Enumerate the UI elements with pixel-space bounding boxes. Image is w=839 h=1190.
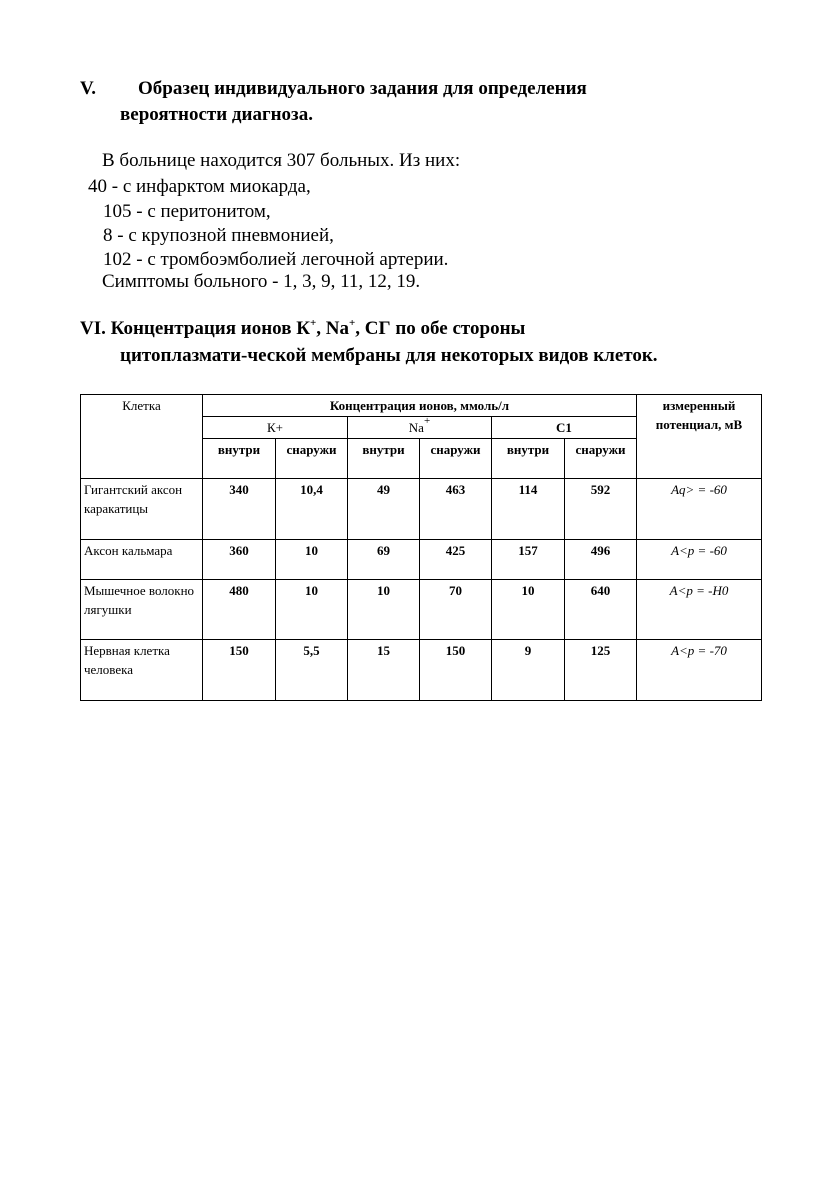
header-concentration: Концентрация ионов, ммоль/л bbox=[203, 395, 637, 417]
ion-na-label: Na bbox=[408, 420, 424, 435]
cl-outside-value: 496 bbox=[565, 540, 637, 580]
section-5-number: V. bbox=[80, 78, 97, 99]
k-outside-value: 10 bbox=[276, 580, 348, 640]
na-inside-value: 10 bbox=[348, 580, 420, 640]
k-inside-value: 360 bbox=[203, 540, 276, 580]
header-outside: снаружи bbox=[565, 439, 637, 479]
row-cell-name: Гигантский аксон каракатицы bbox=[81, 479, 203, 540]
header-ion-cl: С1 bbox=[492, 417, 637, 439]
na-inside-value: 69 bbox=[348, 540, 420, 580]
table-row bbox=[81, 580, 762, 640]
potential-value: A<p = -60 bbox=[637, 540, 762, 580]
k-outside-value: 5,5 bbox=[276, 640, 348, 701]
header-inside: внутри bbox=[203, 439, 276, 479]
cl-inside-value: 114 bbox=[492, 479, 565, 540]
ion-concentration-table bbox=[80, 394, 762, 701]
header-outside: снаружи bbox=[420, 439, 492, 479]
header-ion-na bbox=[348, 417, 492, 439]
header-inside: внутри bbox=[492, 439, 565, 479]
table-row bbox=[81, 640, 762, 701]
k-inside-value: 340 bbox=[203, 479, 276, 540]
table-row bbox=[81, 540, 762, 580]
superscript-plus: + bbox=[349, 317, 356, 329]
cl-inside-value: 10 bbox=[492, 580, 565, 640]
section-5-title-line2: вероятности диагноза. bbox=[120, 104, 313, 125]
section-5-title-line1: Образец индивидуального задания для определения bbox=[138, 78, 587, 99]
header-cell-name: Клетка bbox=[81, 395, 203, 479]
row-cell-name: Мышечное волокно лягушки bbox=[81, 580, 203, 640]
section-6-title-line1 bbox=[80, 318, 525, 340]
cl-outside-value: 640 bbox=[565, 580, 637, 640]
section-6-title-line2: цитоплазмати-ческой мембраны для некоторых видов клеток. bbox=[120, 345, 658, 366]
paragraph-line: Симптомы больного - 1, 3, 9, 11, 12, 19. bbox=[102, 271, 421, 292]
paragraph-line: 105 - с перитонитом, bbox=[103, 201, 271, 222]
cl-outside-value: 125 bbox=[565, 640, 637, 701]
header-outside: снаружи bbox=[276, 439, 348, 479]
na-outside-value: 70 bbox=[420, 580, 492, 640]
k-inside-value: 480 bbox=[203, 580, 276, 640]
row-cell-name: Аксон кальмара bbox=[81, 540, 203, 580]
na-outside-value: 150 bbox=[420, 640, 492, 701]
cl-outside-value: 592 bbox=[565, 479, 637, 540]
paragraph-line: В больнице находится 307 больных. Из них: bbox=[102, 150, 461, 171]
title-part: , Na bbox=[316, 318, 350, 339]
na-inside-value: 15 bbox=[348, 640, 420, 701]
ion-na-superscript: + bbox=[423, 415, 431, 427]
na-inside-value: 49 bbox=[348, 479, 420, 540]
paragraph-line: 40 - с инфарктом миокарда, bbox=[88, 176, 311, 197]
na-outside-value: 425 bbox=[420, 540, 492, 580]
title-part: VI. Концентрация ионов К bbox=[80, 318, 310, 339]
superscript-plus: + bbox=[310, 317, 317, 329]
potential-value: Aq> = -60 bbox=[637, 479, 762, 540]
k-outside-value: 10,4 bbox=[276, 479, 348, 540]
na-outside-value: 463 bbox=[420, 479, 492, 540]
k-outside-value: 10 bbox=[276, 540, 348, 580]
cl-inside-value: 9 bbox=[492, 640, 565, 701]
title-part: , СГ по обе стороны bbox=[355, 318, 526, 339]
k-inside-value: 150 bbox=[203, 640, 276, 701]
table-row bbox=[81, 479, 762, 540]
row-cell-name: Нервная клетка человека bbox=[81, 640, 203, 701]
header-inside: внутри bbox=[348, 439, 420, 479]
potential-value: A<p = -H0 bbox=[637, 580, 762, 640]
header-potential: измеренный потенциал, мВ bbox=[637, 395, 762, 479]
potential-value: A<p = -70 bbox=[637, 640, 762, 701]
paragraph-line: 102 - с тромбоэмболией легочной артерии. bbox=[103, 249, 449, 270]
paragraph-line: 8 - с крупозной пневмонией, bbox=[103, 225, 334, 246]
header-ion-k: К+ bbox=[203, 417, 348, 439]
cl-inside-value: 157 bbox=[492, 540, 565, 580]
